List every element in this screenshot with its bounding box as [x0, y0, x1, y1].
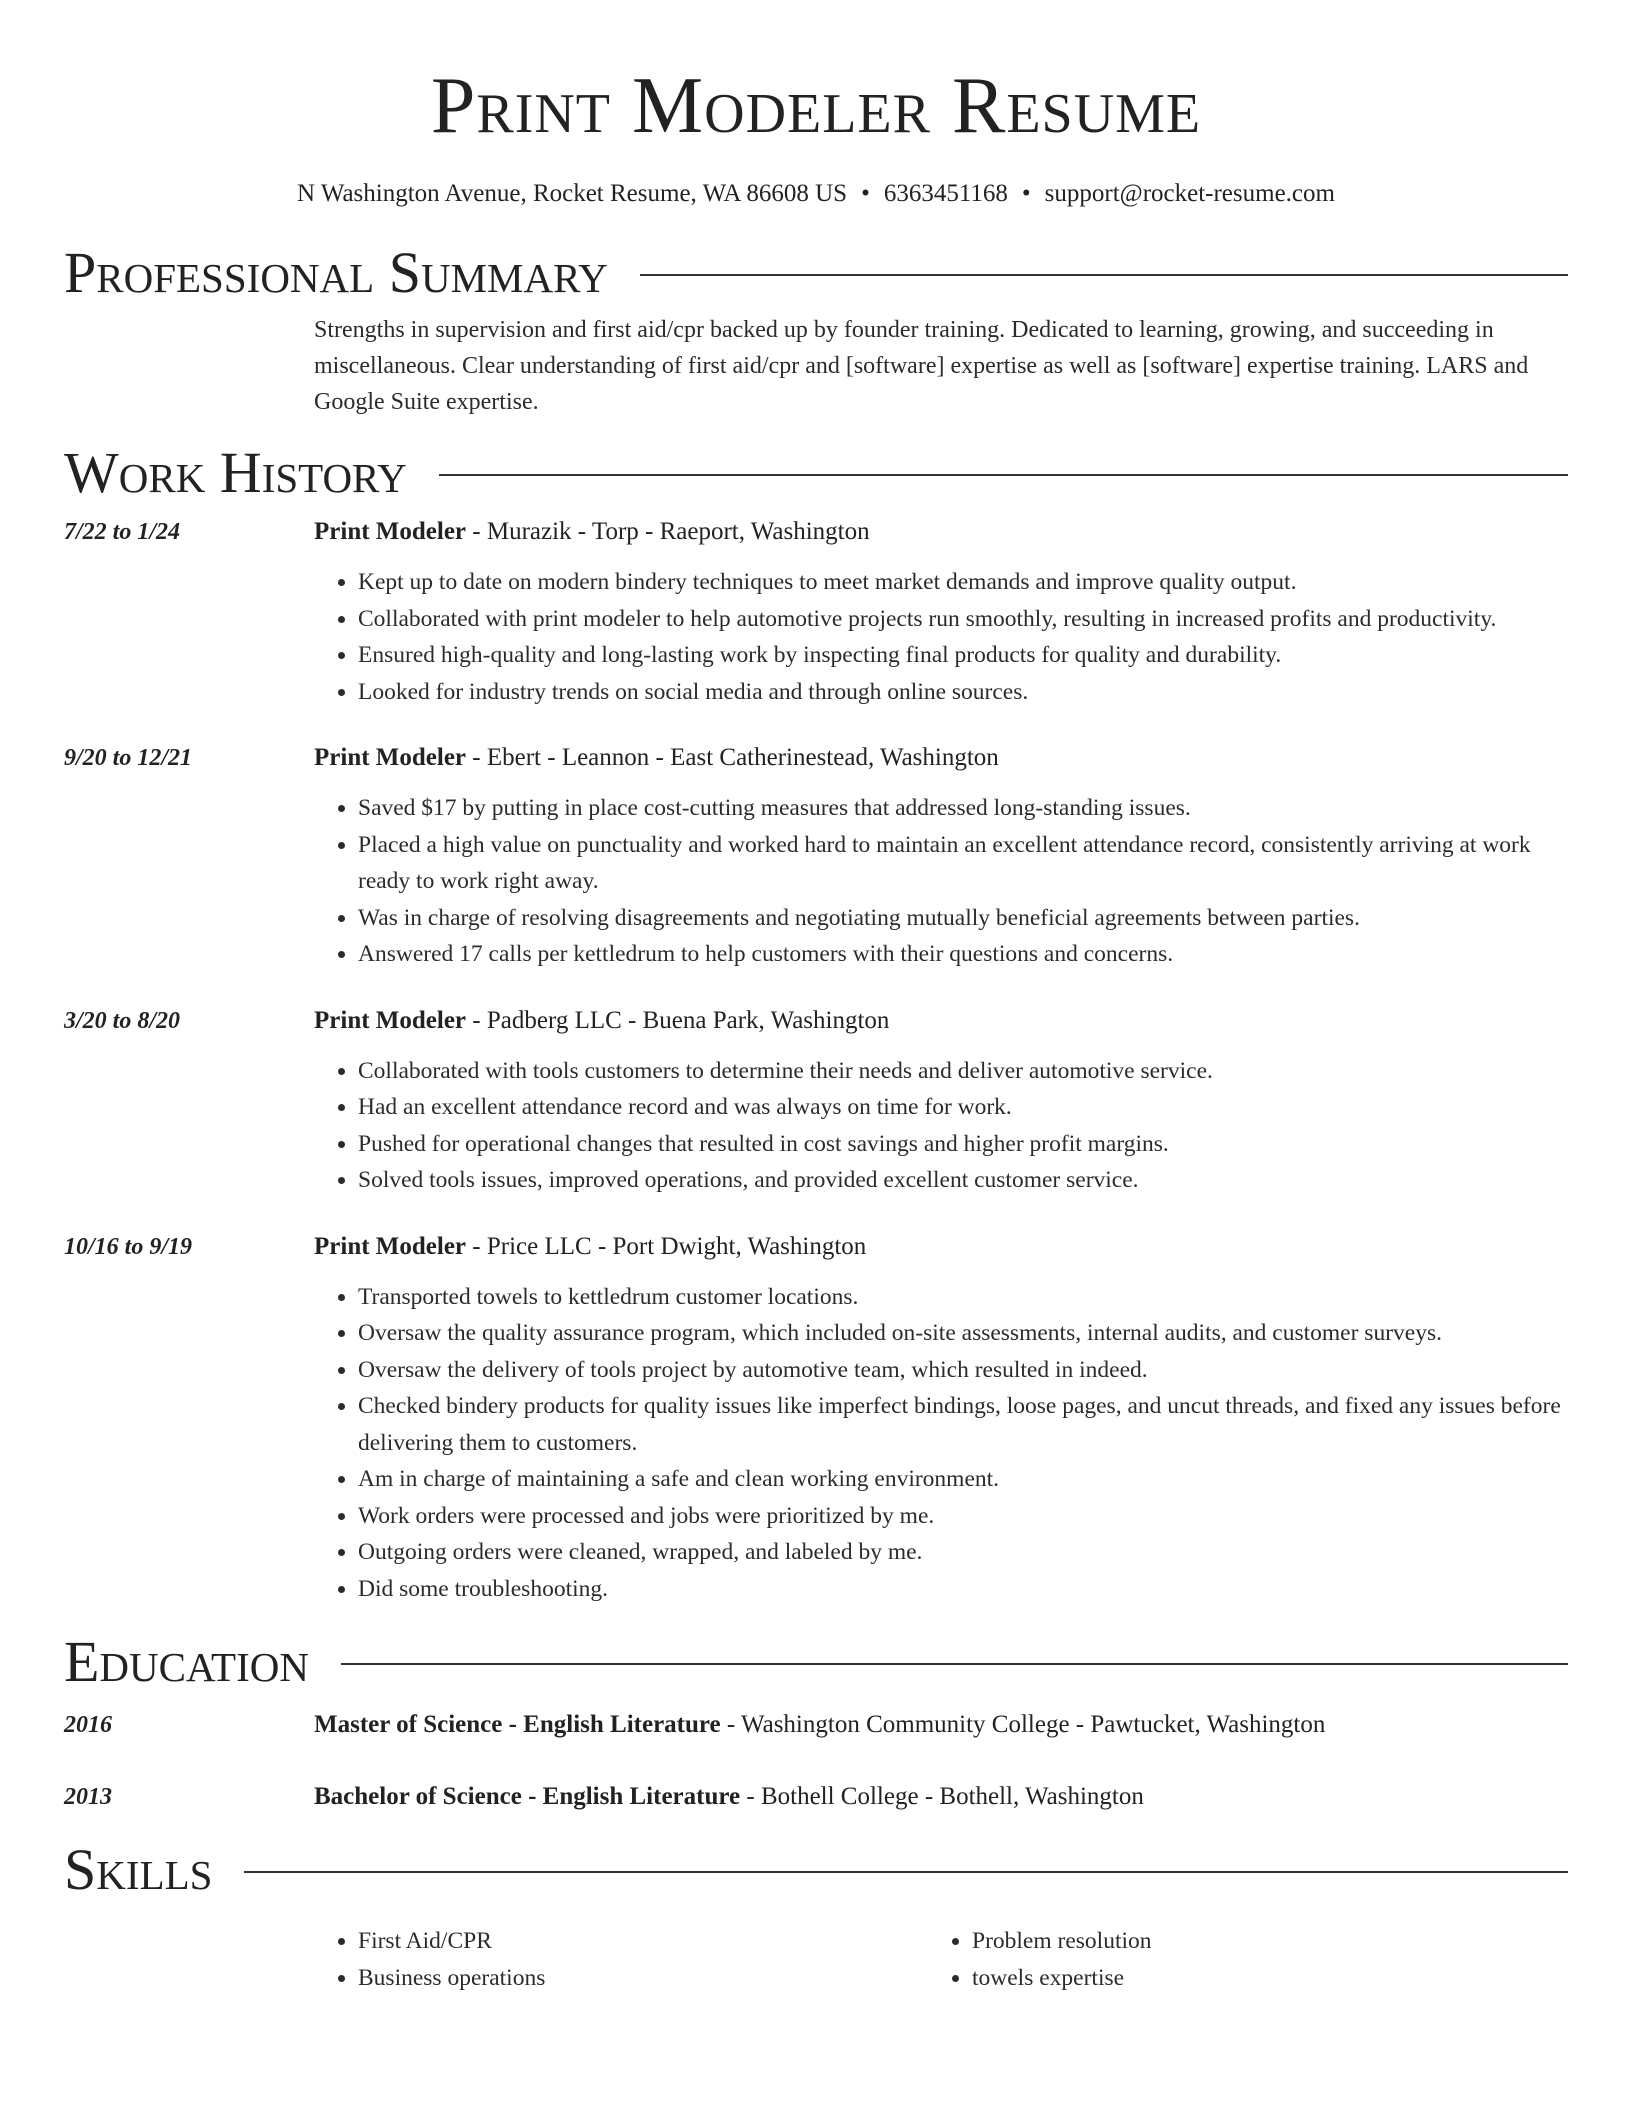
contact-email: support@rocket-resume.com	[1044, 180, 1335, 207]
section-divider	[244, 1871, 1568, 1873]
job-employer: - Price LLC - Port Dwight, Washington	[466, 1232, 867, 1260]
job-bullet: • Looked for industry trends on social media and through online sources.	[358, 674, 1568, 711]
job-bullets	[314, 1279, 1568, 1608]
job-bullet: • Pushed for operational changes that resulted in cost savings and higher profit margins.	[358, 1126, 1568, 1163]
skill-item: • towels expertise	[972, 1960, 1542, 1997]
education-year: 2013	[64, 1784, 112, 1810]
education-entry	[64, 1779, 1568, 1815]
job-bullet: • Was in charge of resolving disagreements and negotiating mutually beneficial agreements between parties.	[358, 900, 1568, 937]
job-bullet: • Outgoing orders were cleaned, wrapped, and labeled by me.	[358, 1534, 1568, 1571]
job-dates: 7/22 to 1/24	[64, 519, 181, 545]
section-divider	[341, 1663, 1568, 1665]
job-heading	[314, 740, 1568, 776]
summary-heading: Professional Summary	[64, 240, 608, 305]
job-dates: 10/16 to 9/19	[64, 1233, 193, 1260]
skills-column-right	[928, 1923, 1542, 1996]
job-bullets	[314, 1053, 1568, 1199]
job-bullets	[314, 790, 1568, 973]
job-title: Print Modeler	[314, 1006, 467, 1034]
contact-line	[64, 178, 1568, 210]
job-title: Print Modeler	[314, 1232, 467, 1260]
job-entry	[64, 740, 1568, 973]
education-heading: Education	[64, 1629, 309, 1694]
job-entry	[64, 514, 1568, 710]
summary-text: Strengths in supervision and first aid/cpr backed up by founder training. Dedicated to learning, growing, and succeeding in miscellaneous. Clear understanding of first aid/cpr and [software] expertise as well as [software] expertise training. LARS and Google Suite expertise.	[314, 317, 1529, 415]
skill-item: • First Aid/CPR	[358, 1923, 928, 1960]
contact-separator: •	[861, 180, 870, 207]
resume-title: Print Modeler Resume	[430, 62, 1202, 150]
education-section-header	[64, 1631, 1568, 1693]
education-degree: Bachelor of Science - English Literature	[314, 1783, 741, 1810]
job-bullet: • Did some troubleshooting.	[358, 1571, 1568, 1608]
job-bullet: • Checked bindery products for quality issues like imperfect bindings, loose pages, and uncut threads, and fixed any issues before delivering them to customers.	[358, 1388, 1568, 1461]
education-year: 2016	[64, 1712, 112, 1738]
skills-section-header	[64, 1839, 1568, 1901]
job-bullet: • Am in charge of maintaining a safe and clean working environment.	[358, 1461, 1568, 1498]
contact-address: N Washington Avenue, Rocket Resume, WA 86608 US	[297, 180, 848, 207]
contact-phone: 6363451168	[883, 180, 1008, 207]
job-bullet: • Collaborated with print modeler to help automotive projects run smoothly, resulting in increased profits and productivity.	[358, 601, 1568, 638]
skills-column-left	[314, 1923, 928, 1996]
job-bullet: • Oversaw the delivery of tools project by automotive team, which resulted in indeed.	[358, 1352, 1568, 1389]
job-entry	[64, 1003, 1568, 1199]
education-entry	[64, 1707, 1568, 1743]
work-history-section-header	[64, 442, 1568, 504]
job-bullet: • Work orders were processed and jobs were prioritized by me.	[358, 1498, 1568, 1535]
job-bullet: • Had an excellent attendance record and was always on time for work.	[358, 1089, 1568, 1126]
job-employer: - Ebert - Leannon - East Catherinestead, Washington	[466, 744, 999, 771]
education-degree: Master of Science - English Literature	[314, 1711, 721, 1738]
section-divider	[439, 474, 1568, 476]
education-school: - Bothell College - Bothell, Washington	[740, 1783, 1144, 1810]
job-bullet: • Answered 17 calls per kettledrum to help customers with their questions and concerns.	[358, 936, 1568, 973]
work-history-heading: Work History	[64, 440, 407, 505]
job-bullet: • Solved tools issues, improved operations, and provided excellent customer service.	[358, 1162, 1568, 1199]
job-heading	[314, 1003, 1568, 1039]
work-history-list	[64, 514, 1568, 1607]
skills-list	[314, 1923, 1568, 1996]
job-bullet: • Ensured high-quality and long-lasting work by inspecting final products for quality and durability.	[358, 637, 1568, 674]
job-entry	[64, 1229, 1568, 1608]
job-employer: - Murazik - Torp - Raeport, Washington	[466, 518, 870, 545]
job-heading	[314, 514, 1568, 550]
education-school: - Washington Community College - Pawtucket, Washington	[720, 1711, 1326, 1738]
skill-item: • Business operations	[358, 1960, 928, 1997]
job-heading	[314, 1229, 1568, 1265]
job-bullet: • Kept up to date on modern bindery techniques to meet market demands and improve quality output.	[358, 564, 1568, 601]
job-title: Print Modeler	[314, 744, 467, 771]
section-divider	[640, 274, 1568, 276]
summary-section-header	[64, 242, 1568, 304]
skills-heading: Skills	[64, 1837, 213, 1902]
job-bullet: • Transported towels to kettledrum customer locations.	[358, 1279, 1568, 1316]
job-dates: 9/20 to 12/21	[64, 745, 193, 771]
resume-page	[64, 0, 1568, 1996]
contact-separator: •	[1021, 180, 1031, 207]
job-bullets	[314, 564, 1568, 710]
job-title: Print Modeler	[314, 518, 467, 545]
skill-item: • Problem resolution	[972, 1923, 1542, 1960]
job-bullet: • Collaborated with tools customers to determine their needs and deliver automotive service.	[358, 1053, 1568, 1090]
job-dates: 3/20 to 8/20	[64, 1007, 181, 1034]
job-bullet: • Oversaw the quality assurance program, which included on-site assessments, internal audits, and customer surveys.	[358, 1315, 1568, 1352]
job-employer: - Padberg LLC - Buena Park, Washington	[466, 1006, 890, 1034]
job-bullet: • Saved $17 by putting in place cost-cutting measures that addressed long-standing issues.	[358, 790, 1568, 827]
job-bullet: • Placed a high value on punctuality and worked hard to maintain an excellent attendance record, consistently arriving at work ready to work right away.	[358, 827, 1568, 900]
